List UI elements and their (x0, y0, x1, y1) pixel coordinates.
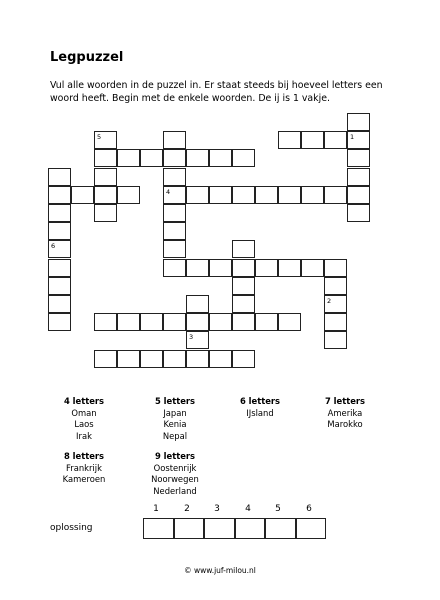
page-title: Legpuzzel (50, 50, 124, 65)
crossword-cell[interactable] (94, 168, 117, 186)
word-group-header: 6 letters (239, 396, 281, 406)
crossword-cell[interactable] (301, 131, 324, 149)
solution-number: 6 (306, 504, 312, 514)
crossword-cell[interactable] (94, 313, 117, 331)
crossword-cell[interactable] (94, 350, 117, 368)
crossword-cell[interactable] (209, 350, 232, 368)
word-item: Nepal (162, 430, 188, 441)
crossword-cell[interactable] (347, 186, 370, 204)
crossword-cell[interactable] (209, 259, 232, 277)
crossword-cell[interactable] (232, 259, 255, 277)
crossword-cell[interactable] (163, 350, 186, 368)
crossword-cell[interactable] (186, 186, 209, 204)
crossword-cell[interactable] (324, 277, 347, 295)
crossword-cell[interactable] (255, 186, 278, 204)
word-group-8-letters (49, 451, 119, 486)
crossword-cell[interactable] (301, 186, 324, 204)
crossword-cell[interactable] (324, 313, 347, 331)
word-group-7-letters (310, 396, 380, 431)
crossword-cell[interactable] (324, 259, 347, 277)
crossword-cell[interactable] (48, 204, 71, 222)
crossword-cell[interactable] (209, 313, 232, 331)
word-item: Noorwegen (151, 474, 199, 484)
word-item: Laos (74, 419, 94, 429)
crossword-cell[interactable] (324, 131, 347, 149)
crossword-cell[interactable] (209, 186, 232, 204)
crossword-cell[interactable] (347, 204, 370, 222)
crossword-cell[interactable] (186, 313, 209, 331)
crossword-cell[interactable] (163, 240, 186, 258)
crossword-cell[interactable] (163, 168, 186, 186)
crossword-cell[interactable] (232, 149, 255, 167)
word-group-4-letters (49, 396, 119, 442)
word-group-5-letters (140, 396, 210, 442)
crossword-cell[interactable] (117, 313, 140, 331)
crossword-cell[interactable] (163, 222, 186, 240)
solution-label: oplossing (50, 523, 93, 533)
crossword-cell[interactable] (278, 313, 301, 331)
crossword-cell[interactable] (278, 131, 301, 149)
crossword-cell[interactable] (163, 259, 186, 277)
crossword-cell[interactable] (324, 331, 347, 349)
word-group-header: 5 letters (154, 396, 196, 406)
word-group-header: 7 letters (324, 396, 366, 406)
crossword-cell[interactable] (117, 350, 140, 368)
crossword-cell[interactable] (232, 350, 255, 368)
crossword-cell[interactable] (117, 186, 140, 204)
crossword-cell[interactable] (48, 168, 71, 186)
clue-number: 5 (97, 133, 102, 142)
crossword-cell[interactable] (140, 313, 163, 331)
crossword-cell[interactable] (48, 277, 71, 295)
solution-number: 2 (184, 504, 190, 514)
crossword-cell[interactable] (94, 186, 117, 204)
solution-box[interactable] (265, 518, 296, 539)
word-item: Amerika (327, 407, 363, 418)
solution-number: 1 (153, 504, 159, 514)
crossword-cell[interactable] (48, 186, 71, 204)
copyright-footer: © www.juf-milou.nl (184, 566, 256, 575)
crossword-cell[interactable] (163, 204, 186, 222)
crossword-cell[interactable] (163, 313, 186, 331)
crossword-cell[interactable] (140, 350, 163, 368)
crossword-cell[interactable] (324, 186, 347, 204)
word-item: Kenia (163, 419, 187, 429)
crossword-cell[interactable] (347, 113, 370, 131)
instructions-text: Vul alle woorden in de puzzel in. Er staat steeds bij hoeveel letters een woord heeft. Begin met de enkele woorden. De ij is 1 vakje. (50, 80, 383, 104)
crossword-cell[interactable] (255, 259, 278, 277)
crossword-cell[interactable] (186, 350, 209, 368)
word-item: Frankrijk (66, 462, 102, 473)
solution-box[interactable] (174, 518, 205, 539)
solution-box[interactable] (235, 518, 266, 539)
clue-number: 3 (189, 333, 194, 342)
crossword-cell[interactable] (186, 149, 209, 167)
word-group-9-letters (140, 451, 210, 497)
crossword-cell[interactable] (48, 259, 71, 277)
clue-number: 2 (327, 297, 332, 305)
crossword-cell[interactable] (48, 313, 71, 331)
word-group-header: 8 letters (63, 451, 105, 461)
crossword-cell[interactable] (48, 222, 71, 240)
crossword-cell[interactable] (163, 149, 186, 167)
crossword-cell[interactable] (117, 149, 140, 167)
crossword-cell[interactable] (186, 295, 209, 313)
word-item: IJsland (246, 407, 274, 418)
clue-number: 6 (51, 242, 56, 251)
crossword-cell[interactable] (209, 149, 232, 167)
crossword-cell[interactable] (94, 149, 117, 167)
solution-number: 5 (275, 504, 281, 514)
word-item: Irak (76, 430, 92, 441)
word-item: Oman (71, 407, 97, 418)
clue-number: 4 (166, 187, 171, 196)
crossword-cell[interactable] (232, 313, 255, 331)
crossword-cell[interactable] (232, 277, 255, 295)
solution-number: 4 (245, 504, 251, 514)
word-item: Japan (163, 407, 187, 418)
solution-box[interactable] (296, 518, 327, 539)
crossword-cell[interactable] (347, 168, 370, 186)
clue-number: 1 (350, 133, 355, 142)
crossword-cell[interactable] (232, 295, 255, 313)
crossword-cell[interactable] (301, 259, 324, 277)
crossword-cell[interactable] (232, 186, 255, 204)
crossword-cell[interactable] (163, 131, 186, 149)
word-item: Kameroen (62, 474, 106, 484)
crossword-cell[interactable] (278, 259, 301, 277)
solution-number: 3 (214, 504, 220, 514)
crossword-cell[interactable] (71, 186, 94, 204)
word-group-header: 9 letters (154, 451, 196, 461)
solution-box[interactable] (143, 518, 174, 539)
solution-box[interactable] (204, 518, 235, 539)
crossword-cell[interactable] (255, 313, 278, 331)
crossword-cell[interactable] (186, 259, 209, 277)
crossword-cell[interactable] (278, 186, 301, 204)
crossword-cell[interactable] (140, 149, 163, 167)
crossword-cell[interactable] (347, 149, 370, 167)
word-item: Oostenrijk (153, 462, 197, 473)
crossword-cell[interactable] (232, 240, 255, 258)
crossword-cell[interactable] (94, 204, 117, 222)
word-item: Marokko (327, 419, 363, 429)
word-group-6-letters (225, 396, 295, 419)
word-item: Nederland (153, 485, 197, 496)
word-group-header: 4 letters (63, 396, 105, 406)
crossword-cell[interactable] (48, 295, 71, 313)
